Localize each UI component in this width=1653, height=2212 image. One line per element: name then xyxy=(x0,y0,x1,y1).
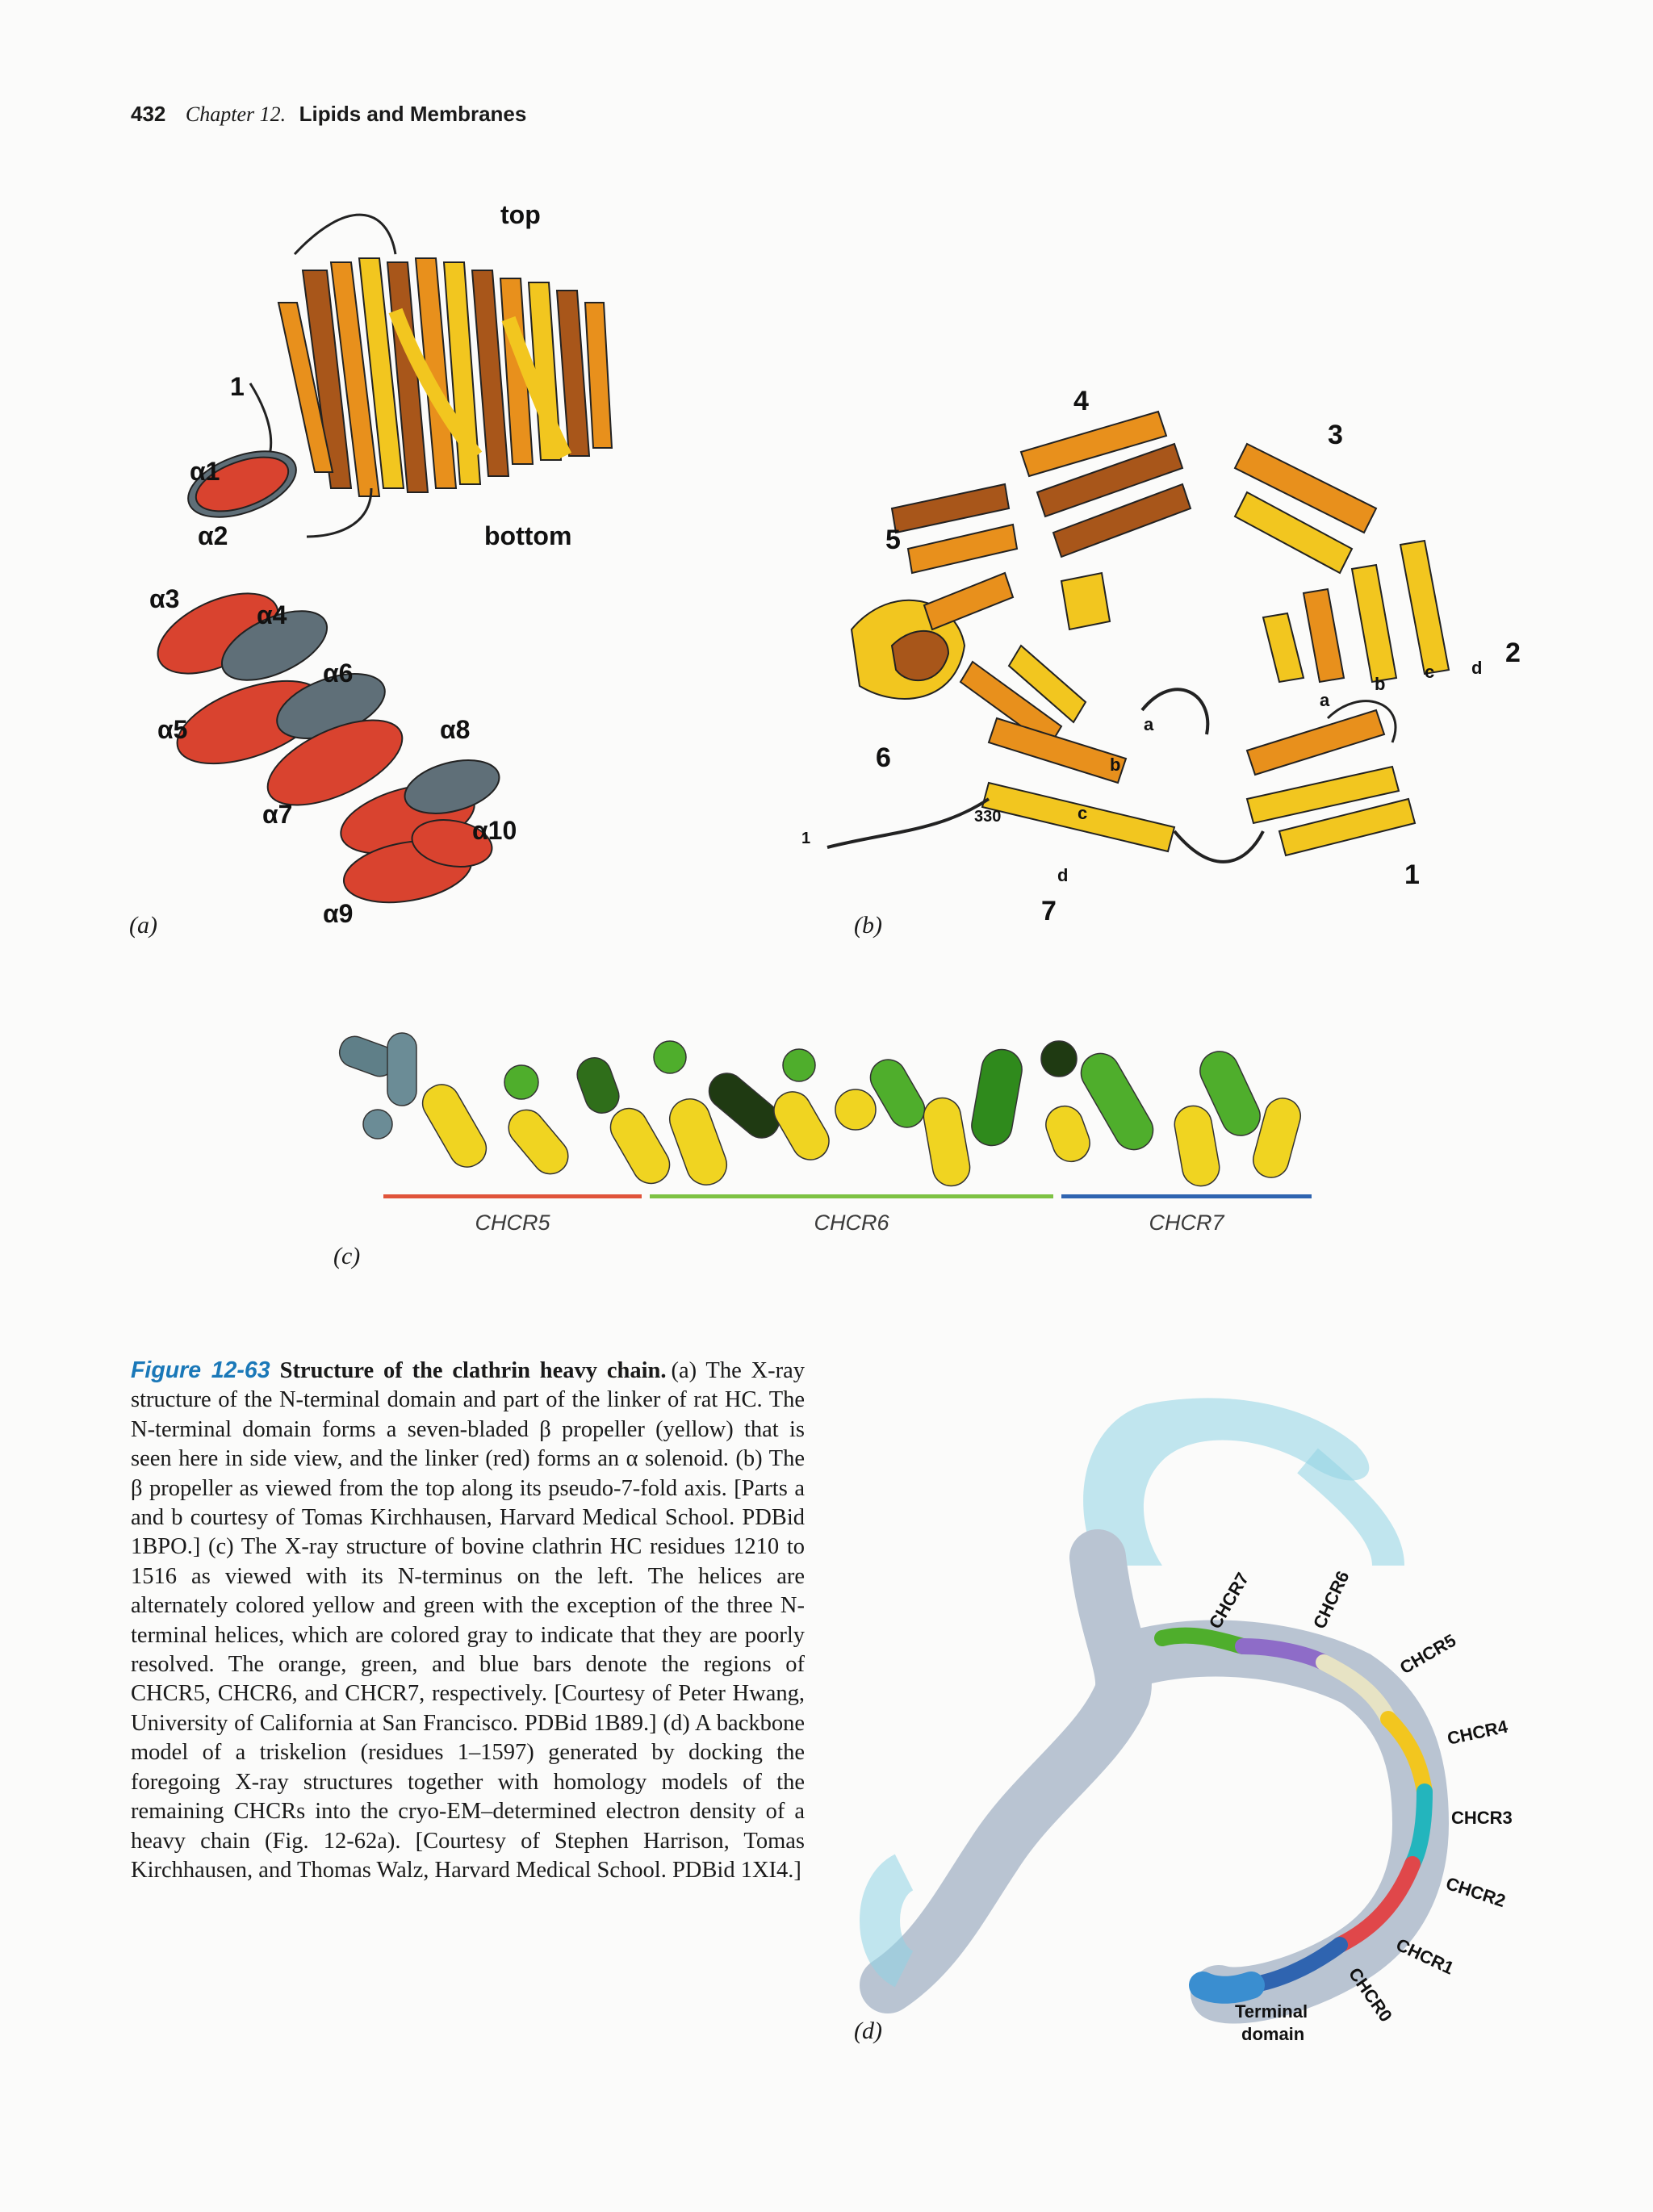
figure-number: Figure 12-63 xyxy=(131,1357,270,1383)
strand-c2-label: c xyxy=(1078,803,1088,823)
label-bottom: bottom xyxy=(484,521,572,550)
panel-b-structure xyxy=(795,379,1538,936)
panel-a-label: (a) xyxy=(129,912,157,939)
panel-d-label: (d) xyxy=(854,2018,882,2044)
strand-d-label: d xyxy=(1471,658,1483,678)
label-n-term: 1 xyxy=(230,372,245,401)
panel-d-figure xyxy=(856,1372,1582,2082)
label-alpha3: α3 xyxy=(149,584,180,613)
strand-b2-label: b xyxy=(1110,755,1121,775)
blade-3-label: 3 xyxy=(1328,420,1343,450)
page-number: 432 xyxy=(131,102,166,126)
electron-density xyxy=(880,1398,1421,1995)
label-alpha7: α7 xyxy=(262,800,293,829)
figure-title: Structure of the clathrin heavy chain. xyxy=(279,1358,667,1383)
strand-a2-label: a xyxy=(1144,714,1154,734)
chcr0-d-label: CHCR0 xyxy=(1344,1963,1396,2026)
label-alpha1: α1 xyxy=(190,457,220,486)
chcr-helices xyxy=(336,1032,1305,1190)
panel-a-figure xyxy=(129,182,726,940)
label-top: top xyxy=(500,200,541,229)
strand-a-label: a xyxy=(1320,690,1330,710)
residue-1-label: 1 xyxy=(801,830,811,847)
figure-caption xyxy=(131,1356,805,1885)
chcr1-d-label: CHCR1 xyxy=(1392,1934,1458,1979)
propeller-blades xyxy=(827,412,1449,862)
chcr7-label: CHCR7 xyxy=(1149,1211,1224,1235)
label-alpha5: α5 xyxy=(157,715,188,744)
strand-d2-label: d xyxy=(1057,865,1069,885)
strand-b-label: b xyxy=(1375,674,1386,694)
chcr5-bar xyxy=(383,1194,642,1198)
panel-d-structure xyxy=(856,1372,1582,2082)
terminal-domain-line2: domain xyxy=(1241,2024,1305,2044)
chcr5-label: CHCR5 xyxy=(475,1211,550,1235)
panel-c-label: (c) xyxy=(333,1243,361,1269)
blade-6-label: 6 xyxy=(876,742,891,773)
chcr7-bar xyxy=(1061,1194,1312,1198)
chapter-number: Chapter 12. xyxy=(185,102,287,126)
label-alpha9: α9 xyxy=(323,899,354,928)
caption-body: (a) The X-ray structure of the N-terminal domain and part of the linker of rat HC. The N-terminal domain forms a seven-bladed β propeller (yellow) that is seen here in side view, and the linker (red) forms an α solenoid. (b) The β propeller as viewed from the top along its pseudo-7-fold axis. [Parts a and b courtesy of Tomas Kirchhausen, Harvard Medical School. PDBid 1BPO.] (c) The X-ray structure of bovine clathrin HC residues 1210 to 1516 as viewed with its N-terminus on the left. The helices are alternately colored yellow and green with the exception of the three N-terminal helices, which are colored gray to indicate that they are poorly resolved. The orange, green, and blue bars denote the regions of CHCR5, CHCR6, and CHCR7, respectively. [Courtesy of Peter Hwang, University of California at San Francisco. PDBid 1B89.] (d) A backbone model of a triskelion (residues 1–1597) generated by docking the foregoing X-ray structures together with homology models of the remaining CHCRs into the cryo-EM–determined electron density of a heavy chain (Fig. 12-62a). [Courtesy of Stephen Harrison, Tomas Kirchhausen, and Thomas Walz, Harvard Medical School. PDBid 1XI4.] xyxy=(131,1358,805,1883)
strand-c-label: c xyxy=(1425,662,1435,682)
blade-1-label: 1 xyxy=(1404,859,1420,890)
panel-a-structure xyxy=(129,182,726,940)
blade-4-label: 4 xyxy=(1073,386,1089,416)
label-alpha4: α4 xyxy=(257,600,287,629)
chcr6-bar xyxy=(650,1194,1053,1198)
label-alpha6: α6 xyxy=(323,659,354,688)
chcr5-d-label: CHCR5 xyxy=(1396,1629,1460,1679)
chcr3-d-label: CHCR3 xyxy=(1451,1808,1513,1828)
chcr2-d-label: CHCR2 xyxy=(1443,1872,1509,1912)
chcr6-label: CHCR6 xyxy=(814,1211,889,1235)
residue-330-label: 330 xyxy=(974,808,1002,826)
label-alpha2: α2 xyxy=(198,521,228,550)
blade-7-label: 7 xyxy=(1041,896,1057,926)
label-alpha10: α10 xyxy=(472,816,517,845)
blade-2-label: 2 xyxy=(1505,638,1521,668)
label-alpha8: α8 xyxy=(440,715,471,744)
chcr4-d-label: CHCR4 xyxy=(1445,1716,1510,1749)
panel-c-structure xyxy=(331,1017,1324,1194)
panel-b-label: (b) xyxy=(854,912,882,939)
chcr6-d-label: CHCR6 xyxy=(1308,1567,1354,1633)
terminal-domain-line1: Terminal xyxy=(1235,2001,1308,2022)
chapter-title: Lipids and Membranes xyxy=(299,102,527,126)
chcr7-d-label: CHCR7 xyxy=(1204,1569,1253,1633)
panel-b-figure xyxy=(795,379,1538,936)
panel-c-figure xyxy=(331,1017,1324,1194)
blade-5-label: 5 xyxy=(885,525,901,555)
running-header xyxy=(131,102,526,127)
